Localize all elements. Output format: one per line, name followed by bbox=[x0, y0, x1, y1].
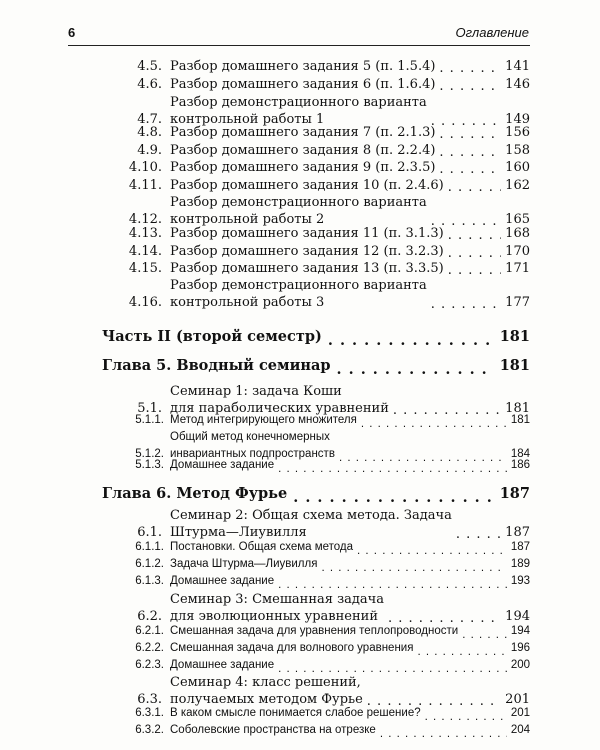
running-title: Оглавление bbox=[455, 25, 529, 40]
toc-entry-page: 170 bbox=[505, 244, 530, 259]
toc-entry-number: 6.1.3. bbox=[135, 575, 164, 587]
toc-entry-page: 196 bbox=[510, 642, 530, 654]
toc-entry-title-line: Разбор домашнего задания 6 (п. 1.6.4) bbox=[170, 77, 436, 92]
toc-entry-title-line: Разбор домашнего задания 12 (п. 3.2.3) bbox=[170, 244, 444, 259]
toc-entry-page: 201 bbox=[505, 692, 530, 707]
toc-entry-4-12 bbox=[124, 194, 530, 228]
dot-leader bbox=[380, 726, 507, 738]
toc-entry-page: 160 bbox=[505, 160, 530, 175]
toc-entry-5-1-1 bbox=[124, 412, 530, 429]
toc-entry-page: 146 bbox=[505, 77, 530, 92]
toc-entry-number: 6.2.1. bbox=[135, 625, 164, 637]
toc-entry-number: 4.11. bbox=[128, 178, 162, 193]
toc-entry-number: 4.16. bbox=[128, 295, 162, 310]
toc-entry-title-line: Разбор домашнего задания 9 (п. 2.3.5) bbox=[170, 160, 436, 175]
toc-entry-title-line: Смешанная задача для волнового уравнения bbox=[170, 642, 414, 654]
dot-leader bbox=[456, 526, 501, 539]
toc-entry-page: 168 bbox=[505, 226, 530, 241]
toc-entry-title-line: Соболевские пространства на отрезке bbox=[170, 724, 376, 736]
toc-chapter-heading bbox=[102, 356, 530, 376]
toc-entry-title bbox=[170, 591, 384, 625]
toc-entry-number: 4.12. bbox=[128, 212, 162, 227]
toc-entry-6-3-2 bbox=[124, 722, 530, 739]
dot-leader bbox=[361, 416, 507, 428]
toc-entry-page: 201 bbox=[510, 707, 530, 719]
toc-entry-title bbox=[102, 327, 322, 347]
toc-entry-6-1 bbox=[124, 507, 530, 541]
toc-entry-4-5 bbox=[124, 58, 530, 75]
toc-entry-number: 5.1.1. bbox=[135, 414, 164, 426]
toc-entry-number: 4.7. bbox=[137, 112, 162, 127]
toc-entry-page: 181 bbox=[499, 328, 530, 345]
toc-entry-title-line: контрольной работы 1 bbox=[170, 112, 325, 127]
toc-entry-page: 204 bbox=[510, 724, 530, 736]
dot-leader bbox=[388, 610, 501, 623]
toc-entry-title bbox=[170, 507, 452, 541]
toc-entry-page: 156 bbox=[505, 125, 530, 140]
toc-entry-6-1-2 bbox=[124, 556, 530, 573]
dot-leader bbox=[448, 245, 501, 258]
toc-entry-title bbox=[170, 76, 435, 93]
toc-entry-title bbox=[170, 657, 274, 674]
header-rule bbox=[68, 45, 530, 46]
toc-entry-page: 177 bbox=[505, 295, 530, 310]
toc-entry-title-line: Семинар 2: Общая схема метода. Задача bbox=[170, 508, 452, 523]
toc-entry-title-line: Задача Штурма—Лиувилля bbox=[170, 558, 318, 570]
toc-entry-number: 6.3. bbox=[137, 692, 162, 707]
toc-entry-6-2-2 bbox=[124, 640, 530, 657]
toc-entry-title-line: Разбор домашнего задания 13 (п. 3.3.5) bbox=[170, 261, 444, 276]
toc-entry-title bbox=[170, 58, 435, 75]
toc-entry-title-line: Домашнее задание bbox=[170, 459, 275, 471]
toc-entry-4-10 bbox=[124, 159, 530, 176]
toc-entry-4-7 bbox=[124, 94, 530, 128]
toc-entry-number: 6.1.1. bbox=[135, 541, 164, 553]
toc-entry-title-line: Разбор демонстрационного варианта bbox=[170, 278, 427, 293]
toc-entry-title bbox=[170, 722, 376, 739]
toc-entry-4-11 bbox=[124, 177, 530, 194]
dot-leader bbox=[439, 144, 501, 157]
toc-entry-title-line: В каком смысле понимается слабое решение? bbox=[170, 707, 421, 719]
toc-entry-number: 4.6. bbox=[137, 77, 162, 92]
dot-leader bbox=[439, 126, 501, 139]
dot-leader bbox=[278, 661, 507, 673]
dot-leader bbox=[357, 543, 507, 555]
toc-entry-title bbox=[170, 457, 274, 474]
toc-entry-title bbox=[170, 260, 444, 277]
toc-entry-title-line: Метод интегрирующего множителя bbox=[170, 414, 357, 426]
toc-entry-title-line: Разбор демонстрационного варианта bbox=[170, 195, 427, 210]
toc-entry-number: 4.15. bbox=[128, 261, 162, 276]
toc-entry-title-line: Общий метод конечномерных bbox=[170, 431, 330, 443]
toc-entry-title bbox=[170, 159, 435, 176]
toc-entry-title bbox=[170, 412, 357, 429]
toc-entry-title-line: Семинар 4: класс решений, bbox=[170, 675, 361, 690]
toc-entry-number: 4.14. bbox=[128, 244, 162, 259]
toc-entry-page: 189 bbox=[510, 558, 530, 570]
toc-entry-page: 171 bbox=[505, 261, 530, 276]
toc-entry-title-line: Семинар 1: задача Коши bbox=[170, 384, 342, 399]
toc-entry-page: 194 bbox=[505, 609, 530, 624]
dot-leader bbox=[439, 78, 501, 91]
toc-entry-title bbox=[170, 623, 458, 640]
toc-entry-page: 181 bbox=[499, 357, 530, 374]
toc-entry-page: 181 bbox=[505, 401, 530, 416]
dot-leader bbox=[448, 227, 501, 240]
dot-leader bbox=[425, 709, 507, 721]
toc-entry-6-2 bbox=[124, 591, 530, 625]
toc-entry-6-3 bbox=[124, 674, 530, 708]
toc-entry-title bbox=[170, 277, 427, 311]
toc-entry-title-line: для эволюционных уравнений bbox=[170, 609, 378, 624]
toc-entry-page: 187 bbox=[505, 525, 530, 540]
toc-entry-page: 193 bbox=[510, 575, 530, 587]
toc-entry-number: 6.2.3. bbox=[135, 659, 164, 671]
toc-entry-page: 158 bbox=[505, 143, 530, 158]
toc-entry-number: 4.13. bbox=[128, 226, 162, 241]
dot-leader bbox=[431, 296, 501, 309]
toc-entry-title-line: инвариантных подпространств bbox=[170, 448, 335, 460]
toc-entry-number: 6.2. bbox=[137, 609, 162, 624]
toc-entry-number: 5.1.2. bbox=[135, 448, 164, 460]
toc-entry-title bbox=[102, 356, 331, 376]
toc-entry-title bbox=[170, 225, 444, 242]
toc-entry-title-line: Разбор домашнего задания 10 (п. 2.4.6) bbox=[170, 178, 444, 193]
toc-entry-title-line: Глава 5. Вводный семинар bbox=[102, 357, 331, 374]
toc-entry-title-line: для параболических уравнений bbox=[170, 401, 389, 416]
toc-entry-6-2-3 bbox=[124, 657, 530, 674]
toc-entry-number: 6.3.2. bbox=[135, 724, 164, 736]
toc-part-heading bbox=[102, 327, 530, 347]
toc-entry-title-line: Домашнее задание bbox=[170, 659, 275, 671]
toc-entry-number: 4.8. bbox=[137, 125, 162, 140]
toc-entry-title bbox=[170, 94, 427, 128]
toc-entry-4-8 bbox=[124, 124, 530, 141]
toc-entry-title bbox=[170, 674, 363, 708]
toc-entry-page: 165 bbox=[505, 212, 530, 227]
toc-entry-title-line: Семинар 3: Смешанная задача bbox=[170, 592, 385, 607]
toc-entry-page: 162 bbox=[505, 178, 530, 193]
dot-leader bbox=[439, 60, 501, 73]
toc-entry-number: 5.1.3. bbox=[135, 459, 164, 471]
toc-entry-4-16 bbox=[124, 277, 530, 311]
toc-entry-number: 6.1.2. bbox=[135, 558, 164, 570]
dot-leader bbox=[337, 360, 494, 375]
toc-entry-title-line: контрольной работы 2 bbox=[170, 212, 325, 227]
toc-entry-number: 5.1. bbox=[137, 401, 162, 416]
toc-entry-title-line: Разбор домашнего задания 11 (п. 3.1.3) bbox=[170, 226, 444, 241]
toc-entry-title-line: контрольной работы 3 bbox=[170, 295, 325, 310]
dot-leader bbox=[448, 262, 501, 275]
toc-entry-title-line: Глава 6. Метод Фурье bbox=[102, 485, 288, 502]
toc-entry-title bbox=[170, 573, 274, 590]
toc-entry-title-line: Разбор демонстрационного варианта bbox=[170, 95, 427, 110]
toc-entry-title bbox=[170, 243, 444, 260]
toc-entry-title bbox=[170, 194, 427, 228]
toc-entry-page: 187 bbox=[499, 485, 530, 502]
dot-leader bbox=[278, 461, 507, 473]
dot-leader bbox=[278, 577, 507, 589]
toc-entry-title bbox=[170, 539, 353, 556]
toc-entry-number: 4.9. bbox=[137, 143, 162, 158]
toc-entry-title bbox=[102, 484, 287, 504]
toc-entry-page: 200 bbox=[510, 659, 530, 671]
toc-entry-title-line: Смешанная задача для уравнения теплопроводности bbox=[170, 625, 459, 637]
toc-entry-title-line: получаемых методом Фурье bbox=[170, 692, 363, 707]
toc-entry-title-line: Штурма—Лиувилля bbox=[170, 525, 307, 540]
dot-leader bbox=[417, 644, 506, 656]
page-number: 6 bbox=[68, 25, 76, 40]
toc-entry-title bbox=[170, 640, 413, 657]
toc-entry-title-line: Разбор домашнего задания 7 (п. 2.1.3) bbox=[170, 125, 436, 140]
toc-entry-title-line: Разбор домашнего задания 5 (п. 1.5.4) bbox=[170, 59, 436, 74]
toc-entry-number: 6.1. bbox=[137, 525, 162, 540]
toc-entry-page: 194 bbox=[510, 625, 530, 637]
dot-leader bbox=[448, 179, 501, 192]
toc-entry-title-line: Часть II (второй семестр) bbox=[102, 328, 322, 345]
dot-leader bbox=[293, 488, 493, 503]
dot-leader bbox=[462, 627, 507, 639]
toc-entry-title bbox=[170, 556, 317, 573]
toc-entry-number: 6.2.2. bbox=[135, 642, 164, 654]
toc-entry-title bbox=[170, 124, 435, 141]
toc-entry-title bbox=[170, 142, 435, 159]
toc-entry-5-1-3 bbox=[124, 457, 530, 474]
dot-leader bbox=[321, 560, 506, 572]
toc-entry-title bbox=[170, 177, 444, 194]
toc-entry-4-9 bbox=[124, 142, 530, 159]
toc-entry-6-1-3 bbox=[124, 573, 530, 590]
toc-entry-6-2-1 bbox=[124, 623, 530, 640]
toc-entry-number: 6.3.1. bbox=[135, 707, 164, 719]
dot-leader bbox=[328, 331, 494, 346]
toc-entry-page: 187 bbox=[510, 541, 530, 553]
toc-entry-page: 186 bbox=[510, 459, 530, 471]
toc-entry-title-line: Разбор домашнего задания 8 (п. 2.2.4) bbox=[170, 143, 436, 158]
toc-entry-6-3-1 bbox=[124, 705, 530, 722]
toc-entry-4-6 bbox=[124, 76, 530, 93]
toc-entry-title-line: Постановки. Общая схема метода bbox=[170, 541, 354, 553]
toc-entry-page: 181 bbox=[510, 414, 530, 426]
toc-entry-4-15 bbox=[124, 260, 530, 277]
toc-entry-4-13 bbox=[124, 225, 530, 242]
toc-entry-title-line: Домашнее задание bbox=[170, 575, 275, 587]
dot-leader bbox=[439, 161, 501, 174]
toc-entry-number: 4.5. bbox=[137, 59, 162, 74]
toc-entry-title bbox=[170, 705, 421, 722]
toc-entry-4-14 bbox=[124, 243, 530, 260]
toc-chapter-heading bbox=[102, 484, 530, 504]
toc-entry-page: 184 bbox=[510, 448, 530, 460]
toc-entry-6-1-1 bbox=[124, 539, 530, 556]
toc-entry-page: 149 bbox=[505, 112, 530, 127]
toc-entry-page: 141 bbox=[505, 59, 530, 74]
toc-entry-number: 4.10. bbox=[128, 160, 162, 175]
page-header bbox=[0, 0, 600, 50]
